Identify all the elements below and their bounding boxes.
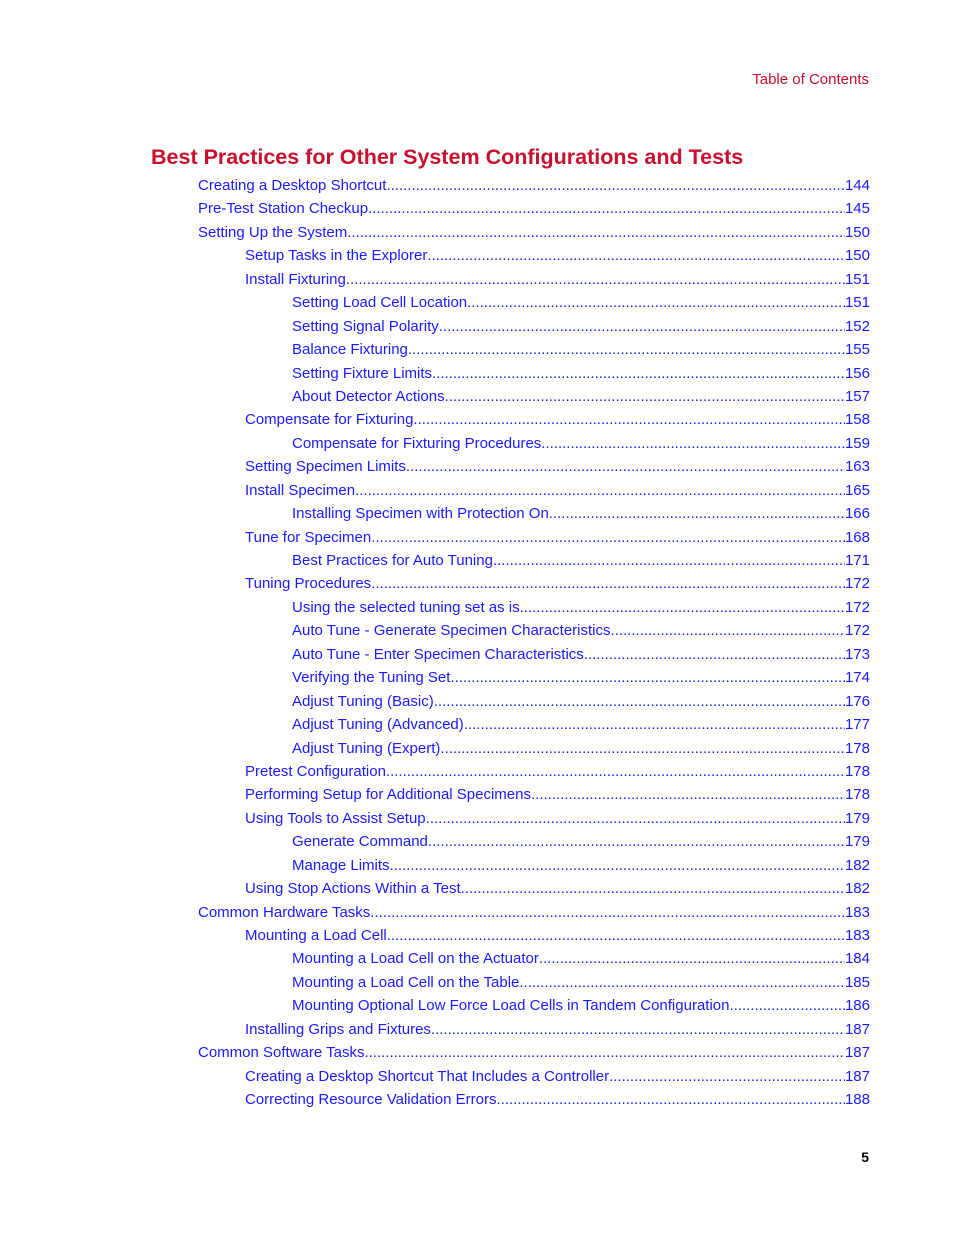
toc-entry[interactable]: [292, 362, 870, 385]
toc-dot-leader: [371, 572, 845, 595]
toc-dot-leader: [539, 947, 845, 970]
toc-entry[interactable]: [245, 268, 870, 291]
toc-dot-leader: [386, 760, 845, 783]
toc-entry[interactable]: [292, 596, 870, 619]
toc-entry-label: Mounting a Load Cell on the Actuator: [292, 950, 539, 968]
running-header: Table of Contents: [752, 71, 869, 88]
toc-entry[interactable]: [292, 854, 870, 877]
toc-entry-label: Setting Fixture Limits: [292, 364, 433, 382]
toc-entry[interactable]: [292, 713, 870, 736]
toc-entry[interactable]: [292, 830, 870, 853]
toc-entry-page-number: 186: [844, 997, 870, 1015]
toc-entry-label: Auto Tune - Generate Specimen Characteristics: [292, 622, 611, 640]
toc-entry[interactable]: [292, 619, 870, 642]
toc-entry-label: Setting Load Cell Location: [292, 294, 468, 312]
toc-entry-label: Verifying the Tuning Set: [292, 669, 451, 687]
toc-entry[interactable]: [245, 924, 870, 947]
toc-entry-label: Setting Specimen Limits: [245, 458, 406, 476]
toc-entry[interactable]: [245, 572, 870, 595]
toc-entry-page-number: 166: [844, 505, 870, 523]
toc-entry[interactable]: [292, 291, 870, 314]
toc-dot-leader: [541, 432, 845, 455]
toc-entry-label: Auto Tune - Enter Specimen Characteristics: [292, 645, 584, 663]
toc-entry-page-number: 178: [844, 739, 870, 757]
toc-entry-label: Tune for Specimen: [245, 528, 372, 546]
toc-entry[interactable]: [245, 1018, 870, 1041]
toc-dot-leader: [406, 455, 845, 478]
toc-entry-page-number: 152: [844, 317, 870, 335]
toc-dot-leader: [520, 596, 845, 619]
toc-dot-leader: [440, 737, 845, 760]
toc-entry-page-number: 187: [844, 1020, 870, 1038]
toc-dot-leader: [497, 1088, 845, 1111]
toc-entry[interactable]: [198, 197, 870, 220]
toc-dot-leader: [549, 502, 845, 525]
toc-entry-page-number: 163: [844, 458, 870, 476]
toc-entry-label: Creating a Desktop Shortcut That Includes a Controller: [245, 1067, 610, 1085]
toc-entry-label: Installing Grips and Fixtures: [245, 1020, 431, 1038]
toc-entry-label: Using Tools to Assist Setup: [245, 809, 426, 827]
page-number: 5: [861, 1149, 869, 1165]
toc-entry[interactable]: [245, 807, 870, 830]
toc-entry-page-number: 155: [844, 341, 870, 359]
toc-entry[interactable]: [245, 760, 870, 783]
toc-entry-page-number: 171: [844, 552, 870, 569]
toc-dot-leader: [427, 244, 845, 267]
toc-entry-label: Best Practices for Auto Tuning: [292, 552, 493, 569]
toc-entry-label: Generate Command: [292, 833, 428, 851]
toc-entry-label: Adjust Tuning (Advanced): [292, 716, 464, 734]
toc-entry-page-number: 188: [844, 1091, 870, 1109]
toc-entry[interactable]: [245, 479, 870, 502]
toc-dot-leader: [434, 690, 845, 713]
toc-entry-label: Install Specimen: [245, 481, 356, 499]
toc-entry[interactable]: [245, 1088, 870, 1111]
section-title: Best Practices for Other System Configurations and Tests: [151, 145, 744, 169]
toc-entry-page-number: 185: [844, 973, 870, 991]
toc-entry-page-number: 174: [844, 669, 870, 687]
toc-entry-label: About Detector Actions: [292, 387, 445, 405]
toc-dot-leader: [729, 994, 844, 1017]
toc-entry-page-number: 151: [844, 270, 870, 288]
toc-entry[interactable]: [245, 1065, 870, 1088]
toc-dot-leader: [408, 338, 845, 361]
toc-entry-page-number: 168: [844, 528, 870, 546]
toc-entry[interactable]: [198, 1041, 870, 1064]
toc-entry-page-number: 176: [844, 692, 870, 710]
toc-entry[interactable]: [245, 408, 870, 431]
toc-entry-page-number: 158: [844, 411, 870, 429]
toc-entry-page-number: 145: [844, 200, 870, 218]
toc-dot-leader: [390, 854, 845, 877]
toc-dot-leader: [467, 291, 845, 314]
toc-entry-label: Installing Specimen with Protection On: [292, 505, 549, 523]
toc-dot-leader: [346, 268, 845, 291]
toc-entry-label: Correcting Resource Validation Errors: [245, 1091, 497, 1109]
toc-entry-label: Setting Signal Polarity: [292, 317, 439, 335]
toc-entry-label: Adjust Tuning (Expert): [292, 739, 441, 757]
table-of-contents: [0, 174, 954, 1112]
toc-entry[interactable]: [198, 221, 870, 244]
toc-entry-label: Common Software Tasks: [198, 1044, 365, 1062]
toc-dot-leader: [439, 315, 845, 338]
toc-entry-label: Mounting a Load Cell: [245, 927, 387, 944]
toc-entry-label: Install Fixturing: [245, 270, 346, 288]
toc-entry-page-number: 156: [844, 364, 870, 382]
toc-entry-label: Tuning Procedures: [245, 575, 372, 593]
toc-dot-leader: [428, 830, 845, 853]
toc-entry-label: Common Hardware Tasks: [198, 903, 371, 921]
toc-dot-leader: [609, 1065, 845, 1088]
toc-entry-page-number: 182: [844, 856, 870, 874]
toc-entry-page-number: 179: [844, 833, 870, 851]
toc-entry-page-number: 187: [844, 1044, 870, 1062]
toc-entry-page-number: 159: [844, 434, 870, 452]
toc-entry-page-number: 184: [844, 950, 870, 968]
toc-entry-label: Setting Up the System: [198, 223, 348, 241]
toc-dot-leader: [464, 713, 845, 736]
toc-entry-page-number: 183: [844, 927, 870, 944]
toc-entry-label: Using Stop Actions Within a Test: [245, 880, 461, 898]
toc-entry[interactable]: [245, 455, 870, 478]
toc-entry-label: Creating a Desktop Shortcut: [198, 177, 387, 194]
toc-dot-leader: [387, 924, 845, 947]
toc-entry-page-number: 150: [844, 247, 870, 265]
toc-entry[interactable]: [245, 783, 870, 806]
toc-dot-leader: [347, 221, 845, 244]
toc-dot-leader: [386, 174, 845, 197]
toc-entry-page-number: 187: [844, 1067, 870, 1085]
toc-entry[interactable]: [292, 432, 870, 455]
toc-entry-page-number: 157: [844, 387, 870, 405]
toc-dot-leader: [461, 877, 845, 900]
toc-entry[interactable]: [198, 901, 870, 924]
toc-entry[interactable]: [292, 502, 870, 525]
toc-entry-label: Mounting a Load Cell on the Table: [292, 973, 520, 991]
toc-entry-page-number: 172: [844, 598, 870, 616]
toc-entry-label: Adjust Tuning (Basic): [292, 692, 434, 710]
toc-entry-label: Compensate for Fixturing: [245, 411, 414, 429]
toc-entry[interactable]: [292, 385, 870, 408]
toc-dot-leader: [519, 971, 845, 994]
toc-entry[interactable]: [292, 549, 870, 572]
toc-entry-page-number: 182: [844, 880, 870, 898]
toc-dot-leader: [584, 643, 845, 666]
toc-entry-page-number: 172: [844, 622, 870, 640]
toc-entry[interactable]: [292, 666, 870, 689]
toc-entry-page-number: 150: [844, 223, 870, 241]
toc-entry-page-number: 178: [844, 786, 870, 804]
toc-entry-page-number: 144: [844, 177, 870, 194]
toc-entry-label: Manage Limits: [292, 856, 390, 874]
toc-entry[interactable]: [198, 174, 870, 197]
toc-entry-page-number: 178: [844, 762, 870, 780]
toc-entry-label: Setup Tasks in the Explorer: [245, 247, 428, 265]
toc-dot-leader: [355, 479, 845, 502]
toc-entry-label: Pre-Test Station Checkup: [198, 200, 369, 218]
toc-dot-leader: [426, 807, 845, 830]
toc-dot-leader: [368, 197, 845, 220]
toc-entry-label: Pretest Configuration: [245, 762, 386, 780]
toc-dot-leader: [445, 385, 845, 408]
toc-entry[interactable]: [292, 737, 870, 760]
toc-dot-leader: [450, 666, 845, 689]
toc-entry-page-number: 151: [844, 294, 870, 312]
toc-dot-leader: [370, 901, 845, 924]
toc-dot-leader: [531, 783, 845, 806]
toc-entry[interactable]: [245, 877, 870, 900]
toc-dot-leader: [493, 549, 845, 572]
toc-dot-leader: [413, 408, 845, 431]
toc-dot-leader: [611, 619, 845, 642]
toc-entry-page-number: 183: [844, 903, 870, 921]
toc-entry[interactable]: [292, 315, 870, 338]
toc-entry-page-number: 177: [844, 716, 870, 734]
toc-dot-leader: [432, 362, 845, 385]
toc-entry-page-number: 179: [844, 809, 870, 827]
toc-entry-page-number: 165: [844, 481, 870, 499]
toc-entry[interactable]: [292, 971, 870, 994]
toc-entry-label: Performing Setup for Additional Specimens: [245, 786, 531, 804]
toc-entry-label: Compensate for Fixturing Procedures: [292, 434, 542, 452]
toc-entry-label: Balance Fixturing: [292, 341, 408, 359]
toc-entry[interactable]: [292, 338, 870, 361]
toc-entry[interactable]: [292, 643, 870, 666]
toc-entry[interactable]: [245, 526, 870, 549]
toc-entry[interactable]: [292, 994, 870, 1017]
toc-entry-label: Using the selected tuning set as is: [292, 598, 520, 616]
toc-entry[interactable]: [292, 690, 870, 713]
toc-dot-leader: [371, 526, 845, 549]
toc-entry-page-number: 172: [844, 575, 870, 593]
toc-dot-leader: [364, 1041, 845, 1064]
toc-dot-leader: [431, 1018, 845, 1041]
toc-entry-label: Mounting Optional Low Force Load Cells in Tandem Configuration: [292, 997, 730, 1015]
toc-entry-page-number: 173: [844, 645, 870, 663]
toc-entry[interactable]: [245, 244, 870, 267]
toc-entry[interactable]: [292, 947, 870, 970]
